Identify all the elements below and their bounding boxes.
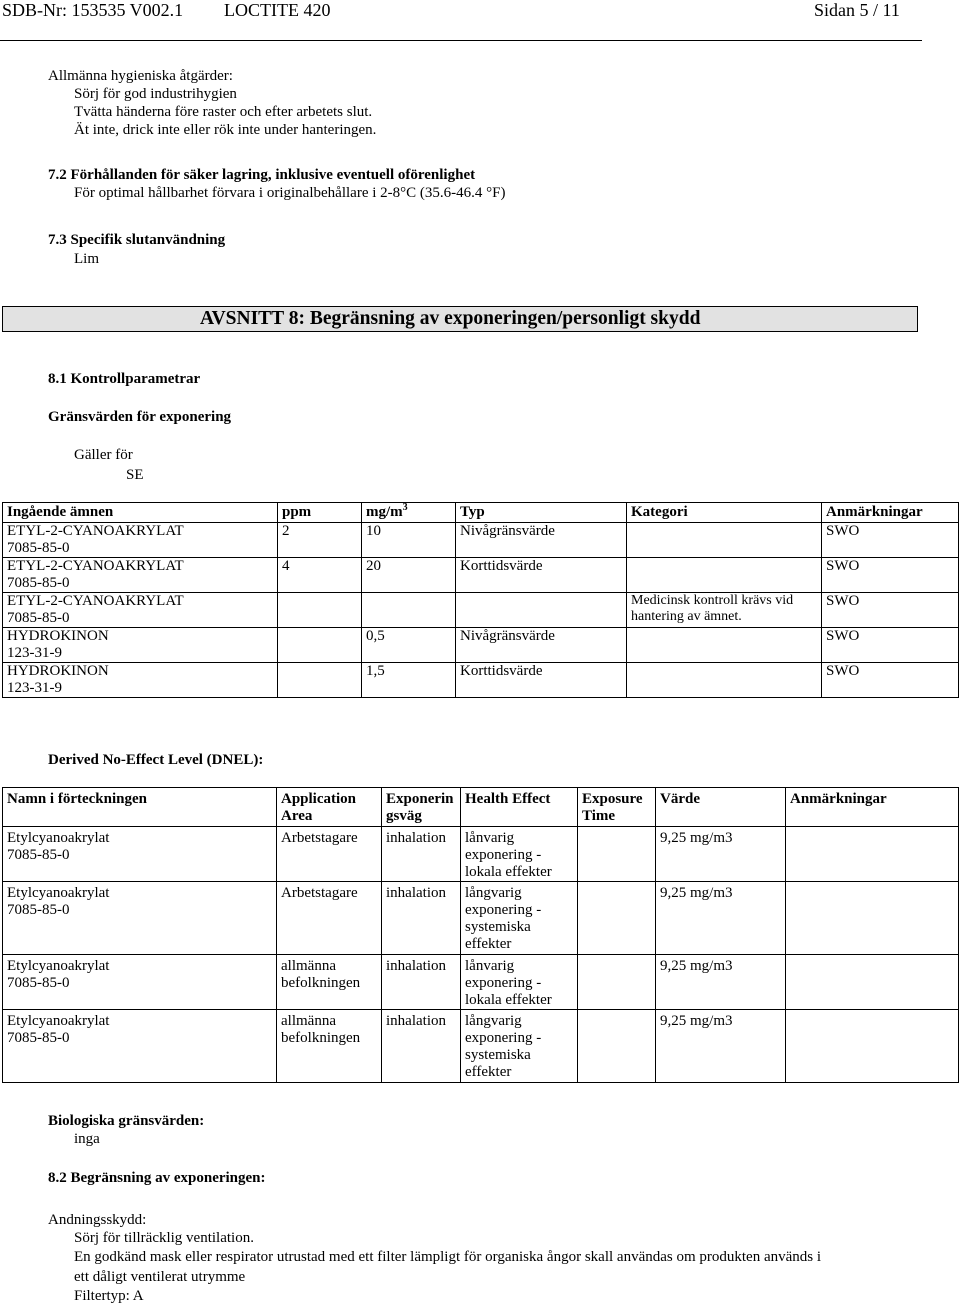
route-cell: inhalation bbox=[382, 827, 461, 882]
remark-cell bbox=[786, 955, 959, 1010]
ppm-cell bbox=[278, 663, 362, 698]
substance-cell bbox=[3, 628, 278, 663]
category-cell bbox=[627, 628, 822, 663]
type-cell: Korttidsvärde bbox=[456, 558, 627, 593]
dnel-table bbox=[2, 787, 959, 1083]
exposure-limits-subtitle: Gränsvärden för exponering bbox=[48, 409, 232, 425]
col-header-health-effect: Health Effect bbox=[461, 788, 578, 827]
col-header-remarks: Anmärkningar bbox=[786, 788, 959, 827]
name-cell bbox=[3, 1010, 277, 1083]
respiratory-line-2: En godkänd mask eller respirator utrustad med ett filter lämpligt för organiska ångor skall användas om produkten används i bbox=[74, 1249, 822, 1265]
mgm3-cell: 1,5 bbox=[362, 663, 456, 698]
substance-cell bbox=[3, 663, 278, 698]
header-page-number: Sidan 5 / 11 bbox=[814, 0, 900, 20]
route-cell: inhalation bbox=[382, 1010, 461, 1083]
col-header-substance: Ingående ämnen bbox=[3, 503, 278, 523]
respiratory-protection-title: Andningsskydd: bbox=[48, 1212, 147, 1228]
substance-name: Etylcyanoakrylat bbox=[7, 1013, 110, 1029]
substance-name: ETYL-2-CYANOAKRYLAT bbox=[7, 593, 184, 609]
substance-cas: 7085-85-0 bbox=[7, 540, 70, 556]
effect-cell: långvarig exponering - systemiska effekter bbox=[461, 1010, 578, 1083]
substance-cell bbox=[3, 593, 278, 628]
substance-name: Etylcyanoakrylat bbox=[7, 830, 110, 846]
time-cell bbox=[578, 955, 656, 1010]
header-product: LOCTITE 420 bbox=[224, 0, 331, 20]
col-header-category: Kategori bbox=[627, 503, 822, 523]
applies-to-value: SE bbox=[126, 467, 144, 483]
substance-cas: 123-31-9 bbox=[7, 645, 62, 661]
effect-cell: långvarig exponering - systemiska effekter bbox=[461, 882, 578, 955]
mgm3-cell: 10 bbox=[362, 523, 456, 558]
substance-cas: 7085-85-0 bbox=[7, 975, 70, 991]
category-cell bbox=[627, 558, 822, 593]
remark-cell: SWO bbox=[822, 558, 959, 593]
table-row bbox=[3, 827, 959, 882]
table-row bbox=[3, 558, 959, 593]
name-cell bbox=[3, 827, 277, 882]
col-header-application-area: Application Area bbox=[277, 788, 382, 827]
substance-name: Etylcyanoakrylat bbox=[7, 958, 110, 974]
hygiene-line-1: Sörj för god industrihygien bbox=[74, 86, 237, 102]
remark-cell: SWO bbox=[822, 523, 959, 558]
remark-cell bbox=[786, 882, 959, 955]
remark-cell bbox=[786, 1010, 959, 1083]
substance-name: Etylcyanoakrylat bbox=[7, 885, 110, 901]
section-8-banner bbox=[2, 306, 918, 332]
table-row bbox=[3, 593, 959, 628]
time-cell bbox=[578, 882, 656, 955]
respiratory-line-3: ett dåligt ventilerat utrymme bbox=[74, 1269, 246, 1285]
table-row bbox=[3, 955, 959, 1010]
time-cell bbox=[578, 827, 656, 882]
ppm-cell: 2 bbox=[278, 523, 362, 558]
value-cell: 9,25 mg/m3 bbox=[656, 827, 786, 882]
type-cell: Korttidsvärde bbox=[456, 663, 627, 698]
value-cell: 9,25 mg/m3 bbox=[656, 882, 786, 955]
name-cell bbox=[3, 882, 277, 955]
remark-cell: SWO bbox=[822, 628, 959, 663]
applies-to-label: Gäller för bbox=[74, 447, 133, 463]
table-row bbox=[3, 882, 959, 955]
table-row bbox=[3, 663, 959, 698]
col-header-mgm3 bbox=[362, 503, 456, 523]
substance-name: ETYL-2-CYANOAKRYLAT bbox=[7, 558, 184, 574]
substance-cas: 7085-85-0 bbox=[7, 847, 70, 863]
type-cell: Nivågränsvärde bbox=[456, 523, 627, 558]
hygiene-line-3: Ät inte, drick inte eller rök inte under hanteringen. bbox=[74, 122, 377, 138]
category-cell: Medicinsk kontroll krävs vid hantering av ämnet. bbox=[627, 593, 822, 628]
substance-cell bbox=[3, 523, 278, 558]
section-7-3-title: 7.3 Specifik slutanvändning bbox=[48, 232, 226, 248]
section-8-2-title: 8.2 Begränsning av exponeringen: bbox=[48, 1170, 266, 1186]
mgm3-cell bbox=[362, 593, 456, 628]
ppm-cell: 4 bbox=[278, 558, 362, 593]
substance-cell bbox=[3, 558, 278, 593]
table-header-row bbox=[3, 503, 959, 523]
area-cell: Arbetstagare bbox=[277, 882, 382, 955]
header-doc-id: SDB-Nr: 153535 V002.1 bbox=[2, 0, 184, 20]
substance-cas: 7085-85-0 bbox=[7, 575, 70, 591]
type-cell: Nivågränsvärde bbox=[456, 628, 627, 663]
respiratory-line-4: Filtertyp: A bbox=[74, 1288, 144, 1304]
col-header-exposure-time: Exposure Time bbox=[578, 788, 656, 827]
ppm-cell bbox=[278, 628, 362, 663]
col-header-ppm: ppm bbox=[278, 503, 362, 523]
table-header-row bbox=[3, 788, 959, 827]
table-row bbox=[3, 1010, 959, 1083]
value-cell: 9,25 mg/m3 bbox=[656, 955, 786, 1010]
header-rule bbox=[0, 40, 922, 41]
category-cell bbox=[627, 663, 822, 698]
substance-cas: 7085-85-0 bbox=[7, 902, 70, 918]
col-header-mgm3-unit: mg/m bbox=[366, 504, 403, 520]
mgm3-cell: 20 bbox=[362, 558, 456, 593]
substance-name: ETYL-2-CYANOAKRYLAT bbox=[7, 523, 184, 539]
table-row bbox=[3, 628, 959, 663]
mgm3-cell: 0,5 bbox=[362, 628, 456, 663]
remark-cell: SWO bbox=[822, 663, 959, 698]
col-header-exposure-route: Exponeringsväg bbox=[382, 788, 461, 827]
hygiene-line-2: Tvätta händerna före raster och efter arbetets slut. bbox=[74, 104, 373, 120]
hygiene-title: Allmänna hygieniska åtgärder: bbox=[48, 68, 233, 84]
ppm-cell bbox=[278, 593, 362, 628]
section-8-1-title: 8.1 Kontrollparametrar bbox=[48, 371, 201, 387]
respiratory-line-1: Sörj för tillräcklig ventilation. bbox=[74, 1230, 254, 1246]
bio-limits-title: Biologiska gränsvärden: bbox=[48, 1113, 205, 1129]
area-cell: Arbetstagare bbox=[277, 827, 382, 882]
table-row bbox=[3, 523, 959, 558]
effect-cell: lånvarig exponering - lokala effekter bbox=[461, 955, 578, 1010]
value-cell: 9,25 mg/m3 bbox=[656, 1010, 786, 1083]
col-header-remarks: Anmärkningar bbox=[822, 503, 959, 523]
time-cell bbox=[578, 1010, 656, 1083]
col-header-type: Typ bbox=[456, 503, 627, 523]
substance-name: HYDROKINON bbox=[7, 663, 109, 679]
substance-cas: 123-31-9 bbox=[7, 680, 62, 696]
route-cell: inhalation bbox=[382, 955, 461, 1010]
area-cell: allmänna befolkningen bbox=[277, 1010, 382, 1083]
substance-name: HYDROKINON bbox=[7, 628, 109, 644]
area-cell: allmänna befolkningen bbox=[277, 955, 382, 1010]
dnel-title: Derived No-Effect Level (DNEL): bbox=[48, 752, 264, 768]
type-cell bbox=[456, 593, 627, 628]
bio-limits-text: inga bbox=[74, 1131, 100, 1147]
exposure-limits-table bbox=[2, 502, 959, 698]
remark-cell: SWO bbox=[822, 593, 959, 628]
section-8-banner-title: AVSNITT 8: Begränsning av exponeringen/personligt skydd bbox=[200, 308, 701, 329]
remark-cell bbox=[786, 827, 959, 882]
col-header-mgm3-exponent: 3 bbox=[402, 502, 408, 513]
substance-cas: 7085-85-0 bbox=[7, 610, 70, 626]
route-cell: inhalation bbox=[382, 882, 461, 955]
name-cell bbox=[3, 955, 277, 1010]
section-7-2-title: 7.2 Förhållanden för säker lagring, inklusive eventuell oförenlighet bbox=[48, 167, 476, 183]
effect-cell: lånvarig exponering - lokala effekter bbox=[461, 827, 578, 882]
col-header-name: Namn i förteckningen bbox=[3, 788, 277, 827]
col-header-value: Värde bbox=[656, 788, 786, 827]
category-cell bbox=[627, 523, 822, 558]
section-7-3-text: Lim bbox=[74, 251, 99, 267]
section-7-2-text: För optimal hållbarhet förvara i originalbehållare i 2-8°C (35.6-46.4 °F) bbox=[74, 185, 506, 201]
substance-cas: 7085-85-0 bbox=[7, 1030, 70, 1046]
